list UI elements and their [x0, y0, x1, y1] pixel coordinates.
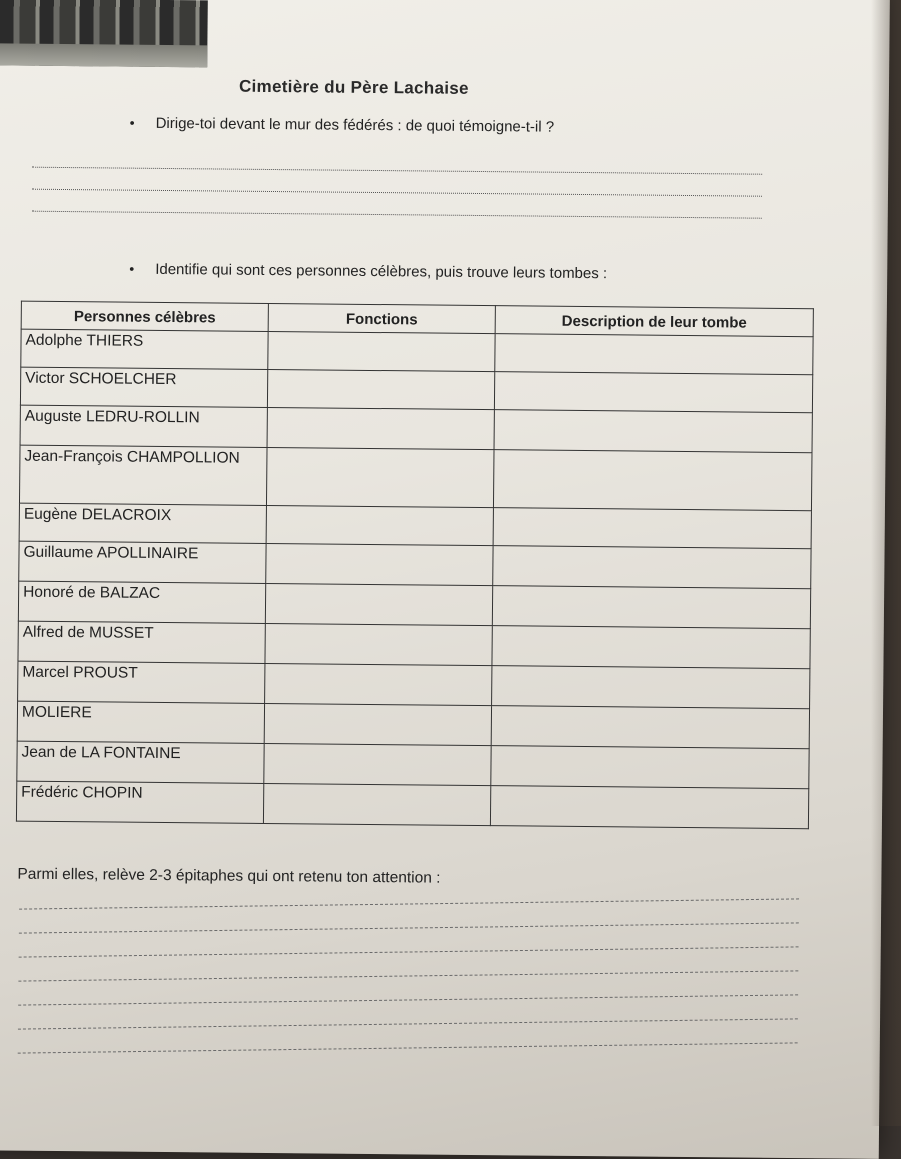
answer-line[interactable] [19, 898, 799, 909]
function-cell[interactable] [267, 369, 494, 409]
tomb-description-cell[interactable] [494, 410, 812, 453]
function-cell[interactable] [265, 583, 492, 625]
question-wall-text: Dirige-toi devant le mur des fédérés : de quoi témoigne-t-il ? [155, 114, 555, 136]
function-cell[interactable] [263, 783, 490, 825]
question-people [129, 260, 608, 283]
person-name: Guillaume APOLLINAIRE [19, 541, 266, 583]
question-wall [129, 114, 555, 136]
answer-line[interactable] [32, 189, 762, 197]
person-name: Honoré de BALZAC [18, 581, 265, 623]
function-cell[interactable] [266, 447, 494, 507]
header-functions: Fonctions [268, 303, 495, 333]
tomb-description-cell[interactable] [494, 372, 812, 413]
answer-line[interactable] [32, 211, 762, 219]
function-cell[interactable] [267, 407, 494, 449]
tomb-description-cell[interactable] [492, 666, 810, 709]
tomb-description-cell[interactable] [493, 546, 811, 589]
bullet-icon: • [129, 260, 135, 277]
table-row [16, 781, 808, 829]
answer-line[interactable] [18, 994, 798, 1005]
function-cell[interactable] [264, 743, 491, 785]
answer-line[interactable] [18, 1018, 798, 1029]
function-cell[interactable] [266, 505, 493, 545]
tomb-description-cell[interactable] [492, 586, 810, 629]
answer-line[interactable] [19, 946, 799, 957]
tomb-description-cell[interactable] [493, 450, 812, 511]
person-name: Eugène DELACROIX [19, 503, 266, 543]
answer-line[interactable] [18, 970, 798, 981]
answer-line[interactable] [19, 922, 799, 933]
function-cell[interactable] [265, 623, 492, 665]
function-cell[interactable] [265, 663, 492, 705]
answer-line[interactable] [32, 167, 762, 175]
table-row [19, 445, 812, 511]
page-title: Cimetière du Père Lachaise [238, 76, 469, 98]
person-name: Jean-François CHAMPOLLION [19, 445, 267, 505]
person-name: Marcel PROUST [18, 661, 265, 703]
tomb-description-cell[interactable] [491, 746, 809, 789]
tomb-description-cell[interactable] [493, 508, 811, 549]
person-name: Alfred de MUSSET [18, 621, 265, 663]
person-name: Adolphe THIERS [21, 329, 268, 369]
header-tomb-description: Description de leur tombe [495, 306, 813, 337]
answer-line[interactable] [18, 1042, 798, 1053]
question-epitaphs: Parmi elles, relève 2-3 épitaphes qui ont retenu ton attention : [17, 865, 441, 887]
person-name: Jean de LA FONTAINE [17, 741, 264, 783]
function-cell[interactable] [264, 703, 491, 745]
tomb-description-cell[interactable] [490, 786, 808, 829]
header-people: Personnes célèbres [21, 301, 268, 331]
function-cell[interactable] [266, 543, 493, 585]
cemetery-photo [0, 0, 208, 67]
person-name: Victor SCHOELCHER [20, 367, 267, 407]
bullet-icon: • [129, 114, 135, 131]
tomb-description-cell[interactable] [491, 706, 809, 749]
person-name: Auguste LEDRU-ROLLIN [20, 405, 267, 447]
question-people-text: Identifie qui sont ces personnes célèbres, puis trouve leurs tombes : [155, 260, 608, 283]
function-cell[interactable] [268, 331, 495, 371]
tomb-description-cell[interactable] [492, 626, 810, 669]
person-name: MOLIERE [17, 701, 264, 743]
tomb-description-cell[interactable] [495, 334, 813, 375]
person-name: Frédéric CHOPIN [16, 781, 263, 823]
people-table [16, 301, 814, 830]
